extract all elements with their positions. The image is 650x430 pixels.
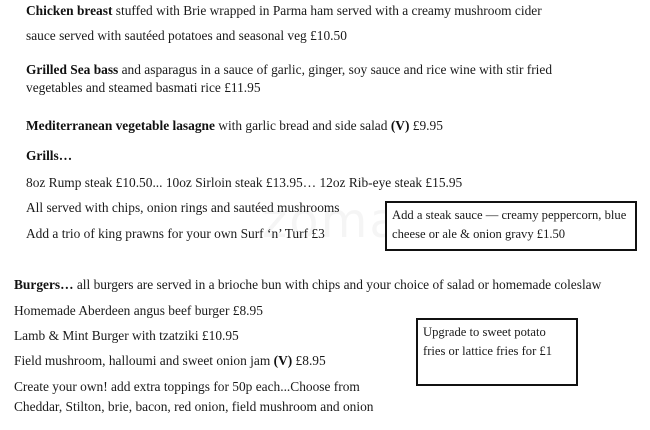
dish-price: £10.50 [310, 28, 347, 43]
section-title: Burgers… [14, 277, 74, 292]
dish-price: £8.95 [292, 353, 326, 368]
menu-item-beef-burger: Homemade Aberdeen angus beef burger £8.95 [14, 303, 263, 318]
section-title: Grills… [26, 148, 73, 163]
create-your-own-options: Cheddar, Stilton, brie, bacon, red onion, field mushroom and onion [14, 399, 374, 414]
menu-item-mushroom-burger [14, 353, 326, 369]
burgers-heading [14, 277, 601, 293]
dish-name: Mediterranean vegetable lasagne [26, 118, 215, 133]
box-text: cheese or ale & onion gravy £1.50 [392, 227, 566, 241]
dish-name: Chicken breast [26, 3, 113, 18]
dish-price: £11.95 [224, 80, 261, 95]
dish-description: stuffed with Brie wrapped in Parma ham served with a creamy mushroom cider [112, 3, 542, 18]
menu-item-sea-bass-cont [26, 80, 261, 96]
vegetarian-badge: (V) [390, 118, 410, 133]
menu-item-chicken-breast [26, 3, 542, 19]
create-your-own: Create your own! add extra toppings for 50p each...Choose from [14, 379, 360, 394]
grills-served-with: All served with chips, onion rings and sautéed mushrooms [26, 200, 340, 215]
steak-prices: 8oz Rump steak £10.50... 10oz Sirloin steak £13.95… 12oz Rib-eye steak £15.95 [26, 175, 463, 190]
fries-upgrade-box [416, 318, 578, 386]
menu-item-chicken-breast-cont [26, 28, 347, 44]
box-text: fries or lattice fries for £1 [423, 344, 553, 358]
dish-description: and asparagus in a sauce of garlic, ginger, soy sauce and rice wine with stir fried [118, 62, 553, 77]
dish-price: £9.95 [409, 118, 443, 133]
box-text: Add a steak sauce — creamy peppercorn, blue [392, 208, 627, 222]
dish-description: Field mushroom, halloumi and sweet onion jam [14, 353, 274, 368]
dish-description: sauce served with sautéed potatoes and seasonal veg [26, 28, 311, 43]
steak-sauce-box [385, 201, 637, 251]
menu-item-sea-bass [26, 62, 552, 78]
section-intro: all burgers are served in a brioche bun with chips and your choice of salad or homemade coleslaw [73, 277, 602, 292]
dish-description: with garlic bread and side salad [214, 118, 391, 133]
grills-heading [26, 148, 72, 164]
menu-item-lamb-burger: Lamb & Mint Burger with tzatziki £10.95 [14, 328, 239, 343]
vegetarian-badge: (V) [273, 353, 293, 368]
surf-turf-addon: Add a trio of king prawns for your own Surf ‘n’ Turf £3 [26, 226, 325, 241]
dish-name: Grilled Sea bass [26, 62, 119, 77]
dish-description: vegetables and steamed basmati rice [26, 80, 225, 95]
box-text: Upgrade to sweet potato [423, 325, 546, 339]
menu-item-lasagne [26, 118, 443, 134]
